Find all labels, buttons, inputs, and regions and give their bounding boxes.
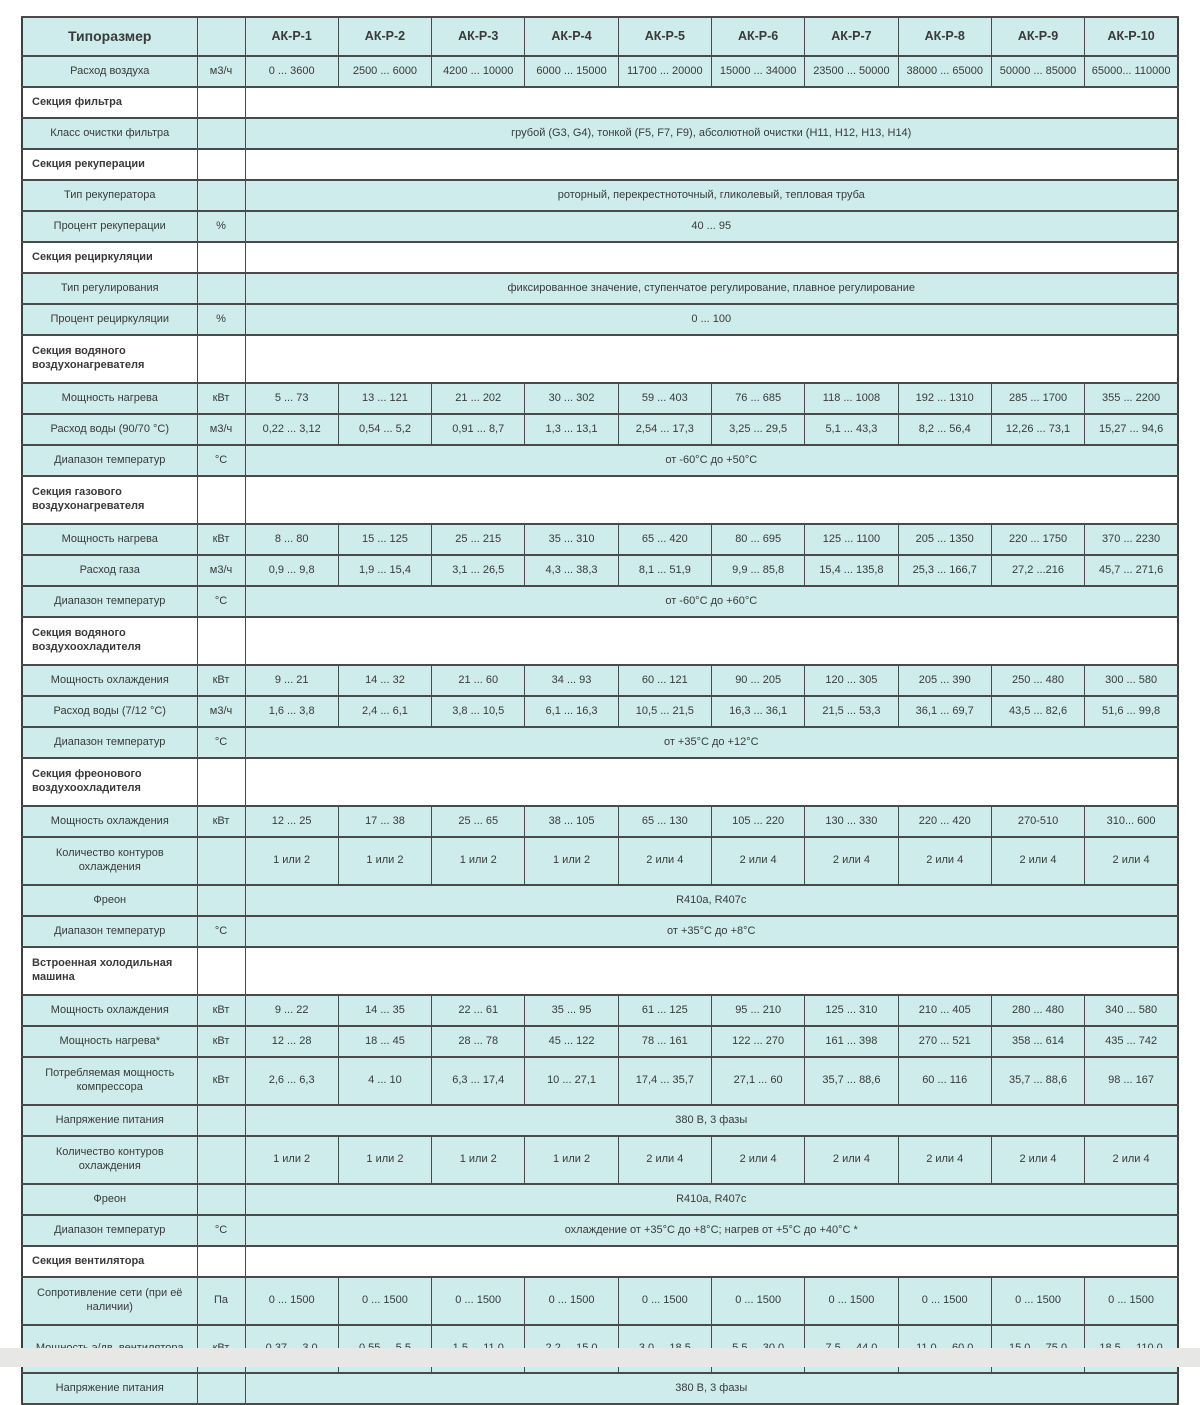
column-header: АК-Р-6: [711, 17, 804, 56]
row-label: Мощность нагрева: [22, 524, 197, 555]
value-cell: 10 ... 27,1: [525, 1057, 618, 1105]
unit-cell: кВт: [197, 383, 245, 414]
unit-cell: [197, 273, 245, 304]
value-cell: 21 ... 60: [432, 665, 525, 696]
unit-cell: м3/ч: [197, 56, 245, 87]
table-row: [22, 17, 1178, 56]
value-cell: 43,5 ... 82,6: [991, 696, 1084, 727]
value-cell: 120 ... 305: [805, 665, 898, 696]
value-cell: 2500 ... 6000: [338, 56, 431, 87]
value-cell: 161 ... 398: [805, 1026, 898, 1057]
value-cell: 45 ... 122: [525, 1026, 618, 1057]
section-label: Секция фреонового воздухоохладителя: [22, 758, 197, 806]
unit-cell: кВт: [197, 1026, 245, 1057]
value-cell: 27,1 ... 60: [711, 1057, 804, 1105]
table-row: [22, 696, 1178, 727]
value-cell: 15,4 ... 135,8: [805, 555, 898, 586]
value-cell: 14 ... 32: [338, 665, 431, 696]
value-cell: 35 ... 95: [525, 995, 618, 1026]
value-cell: 45,7 ... 271,6: [1085, 555, 1178, 586]
value-cell: 6000 ... 15000: [525, 56, 618, 87]
section-label: Секция газового воздухонагревателя: [22, 476, 197, 524]
unit-cell: [197, 476, 245, 524]
value-cell: 9 ... 21: [245, 665, 338, 696]
value-cell: 0 ... 1500: [338, 1277, 431, 1325]
row-label: Типоразмер: [22, 17, 197, 56]
table-row: [22, 555, 1178, 586]
section-spacer: [245, 617, 1178, 665]
value-cell: 2 или 4: [805, 1136, 898, 1184]
unit-cell: %: [197, 211, 245, 242]
section-label: Секция фильтра: [22, 87, 197, 118]
value-cell: 21 ... 202: [432, 383, 525, 414]
bottom-strip: [0, 1348, 1200, 1367]
unit-cell: м3/ч: [197, 696, 245, 727]
value-cell: 8,1 ... 51,9: [618, 555, 711, 586]
merged-value-cell: фиксированное значение, ступенчатое регулирование, плавное регулирование: [245, 273, 1178, 304]
value-cell: 6,3 ... 17,4: [432, 1057, 525, 1105]
value-cell: 370 ... 2230: [1085, 524, 1178, 555]
row-label: Расход воды (90/70 °С): [22, 414, 197, 445]
value-cell: 2 или 4: [898, 837, 991, 885]
section-label: Секция водяного воздухонагревателя: [22, 335, 197, 383]
section-row: [22, 335, 1178, 383]
row-label: Тип рекуператора: [22, 180, 197, 211]
value-cell: 5 ... 73: [245, 383, 338, 414]
table-row: [22, 118, 1178, 149]
value-cell: 4 ... 10: [338, 1057, 431, 1105]
value-cell: 358 ... 614: [991, 1026, 1084, 1057]
table-row: [22, 273, 1178, 304]
value-cell: 9,9 ... 85,8: [711, 555, 804, 586]
value-cell: 118 ... 1008: [805, 383, 898, 414]
value-cell: 60 ... 121: [618, 665, 711, 696]
value-cell: 122 ... 270: [711, 1026, 804, 1057]
value-cell: 36,1 ... 69,7: [898, 696, 991, 727]
unit-cell: м3/ч: [197, 555, 245, 586]
value-cell: 78 ... 161: [618, 1026, 711, 1057]
merged-value-cell: R410a, R407c: [245, 885, 1178, 916]
merged-value-cell: от +35°С до +12°С: [245, 727, 1178, 758]
row-label: Мощность охлаждения: [22, 995, 197, 1026]
merged-value-cell: от -60°С до +50°С: [245, 445, 1178, 476]
merged-value-cell: грубой (G3, G4), тонкой (F5, F7, F9), абсолютной очистки (H11, H12, H13, H14): [245, 118, 1178, 149]
section-label: Секция рекуперации: [22, 149, 197, 180]
row-label: Количество контуров охлаждения: [22, 837, 197, 885]
section-spacer: [245, 87, 1178, 118]
value-cell: 21,5 ... 53,3: [805, 696, 898, 727]
value-cell: 0,91 ... 8,7: [432, 414, 525, 445]
value-cell: 28 ... 78: [432, 1026, 525, 1057]
value-cell: 0 ... 1500: [991, 1277, 1084, 1325]
row-label: Процент рециркуляции: [22, 304, 197, 335]
merged-value-cell: 40 ... 95: [245, 211, 1178, 242]
value-cell: 6,1 ... 16,3: [525, 696, 618, 727]
merged-value-cell: R410a, R407c: [245, 1184, 1178, 1215]
value-cell: 5,1 ... 43,3: [805, 414, 898, 445]
unit-cell: Па: [197, 1277, 245, 1325]
row-label: Расход воды (7/12 °С): [22, 696, 197, 727]
column-header: АК-Р-4: [525, 17, 618, 56]
value-cell: 12 ... 25: [245, 806, 338, 837]
table-row: [22, 1184, 1178, 1215]
value-cell: 0,54 ... 5,2: [338, 414, 431, 445]
unit-cell: [197, 149, 245, 180]
unit-cell: °С: [197, 727, 245, 758]
value-cell: 3,1 ... 26,5: [432, 555, 525, 586]
section-row: [22, 87, 1178, 118]
value-cell: 15,27 ... 94,6: [1085, 414, 1178, 445]
table-row: [22, 885, 1178, 916]
value-cell: 0 ... 1500: [525, 1277, 618, 1325]
value-cell: 2 или 4: [1085, 1136, 1178, 1184]
value-cell: 2 или 4: [898, 1136, 991, 1184]
unit-cell: °С: [197, 1215, 245, 1246]
value-cell: 18 ... 45: [338, 1026, 431, 1057]
value-cell: 4,3 ... 38,3: [525, 555, 618, 586]
value-cell: 17 ... 38: [338, 806, 431, 837]
value-cell: 125 ... 1100: [805, 524, 898, 555]
value-cell: 435 ... 742: [1085, 1026, 1178, 1057]
section-spacer: [245, 947, 1178, 995]
table-row: [22, 995, 1178, 1026]
value-cell: 0 ... 1500: [1085, 1277, 1178, 1325]
merged-value-cell: 380 В, 3 фазы: [245, 1373, 1178, 1404]
table-row: [22, 665, 1178, 696]
value-cell: 30 ... 302: [525, 383, 618, 414]
table-row: [22, 586, 1178, 617]
row-label: Потребляемая мощность компрессора: [22, 1057, 197, 1105]
unit-cell: [197, 242, 245, 273]
row-label: Мощность охлаждения: [22, 806, 197, 837]
value-cell: 1 или 2: [432, 837, 525, 885]
column-header: АК-Р-8: [898, 17, 991, 56]
column-header: АК-Р-10: [1085, 17, 1178, 56]
value-cell: 35,7 ... 88,6: [805, 1057, 898, 1105]
value-cell: 22 ... 61: [432, 995, 525, 1026]
table-row: [22, 837, 1178, 885]
value-cell: 76 ... 685: [711, 383, 804, 414]
row-label: Диапазон температур: [22, 727, 197, 758]
value-cell: 35,7 ... 88,6: [991, 1057, 1084, 1105]
value-cell: 25,3 ... 166,7: [898, 555, 991, 586]
unit-cell: [197, 1184, 245, 1215]
row-label: Напряжение питания: [22, 1105, 197, 1136]
table-row: [22, 414, 1178, 445]
column-header: АК-Р-3: [432, 17, 525, 56]
value-cell: 355 ... 2200: [1085, 383, 1178, 414]
section-spacer: [245, 758, 1178, 806]
value-cell: 2 или 4: [805, 837, 898, 885]
row-label: Процент рекуперации: [22, 211, 197, 242]
value-cell: 192 ... 1310: [898, 383, 991, 414]
row-label: Фреон: [22, 1184, 197, 1215]
value-cell: 60 ... 116: [898, 1057, 991, 1105]
value-cell: 12 ... 28: [245, 1026, 338, 1057]
unit-cell: кВт: [197, 806, 245, 837]
unit-cell: кВт: [197, 1057, 245, 1105]
section-label: Встроенная холодильная машина: [22, 947, 197, 995]
value-cell: 0 ... 1500: [898, 1277, 991, 1325]
value-cell: 2 или 4: [618, 1136, 711, 1184]
row-label: Класс очистки фильтра: [22, 118, 197, 149]
table-row: [22, 445, 1178, 476]
value-cell: 1,3 ... 13,1: [525, 414, 618, 445]
value-cell: 105 ... 220: [711, 806, 804, 837]
value-cell: 59 ... 403: [618, 383, 711, 414]
table-row: [22, 304, 1178, 335]
row-label: Количество контуров охлаждения: [22, 1136, 197, 1184]
table-row: [22, 211, 1178, 242]
value-cell: 220 ... 1750: [991, 524, 1084, 555]
table-row: [22, 1373, 1178, 1404]
value-cell: 50000 ... 85000: [991, 56, 1084, 87]
unit-cell: [197, 118, 245, 149]
merged-value-cell: роторный, перекрестноточный, гликолевый, тепловая труба: [245, 180, 1178, 211]
value-cell: 300 ... 580: [1085, 665, 1178, 696]
value-cell: 0 ... 3600: [245, 56, 338, 87]
value-cell: 34 ... 93: [525, 665, 618, 696]
table-row: [22, 727, 1178, 758]
value-cell: 8 ... 80: [245, 524, 338, 555]
unit-cell: °С: [197, 445, 245, 476]
value-cell: 2,4 ... 6,1: [338, 696, 431, 727]
unit-cell: [197, 87, 245, 118]
column-header: АК-Р-1: [245, 17, 338, 56]
value-cell: 0 ... 1500: [618, 1277, 711, 1325]
value-cell: 25 ... 215: [432, 524, 525, 555]
value-cell: 17,4 ... 35,7: [618, 1057, 711, 1105]
value-cell: 38 ... 105: [525, 806, 618, 837]
unit-cell: [197, 1373, 245, 1404]
row-label: Тип регулирования: [22, 273, 197, 304]
row-label: Диапазон температур: [22, 445, 197, 476]
table-row: [22, 524, 1178, 555]
value-cell: 270 ... 521: [898, 1026, 991, 1057]
table-row: [22, 1277, 1178, 1325]
row-label: Расход воздуха: [22, 56, 197, 87]
merged-value-cell: от -60°С до +60°С: [245, 586, 1178, 617]
section-label: Секция рециркуляции: [22, 242, 197, 273]
unit-cell: [197, 17, 245, 56]
value-cell: 27,2 ...216: [991, 555, 1084, 586]
unit-cell: кВт: [197, 524, 245, 555]
value-cell: 4200 ... 10000: [432, 56, 525, 87]
table-row: [22, 1105, 1178, 1136]
value-cell: 205 ... 390: [898, 665, 991, 696]
section-row: [22, 947, 1178, 995]
value-cell: 16,3 ... 36,1: [711, 696, 804, 727]
merged-value-cell: 380 В, 3 фазы: [245, 1105, 1178, 1136]
unit-cell: [197, 1246, 245, 1277]
value-cell: 2,54 ... 17,3: [618, 414, 711, 445]
unit-cell: [197, 837, 245, 885]
section-row: [22, 758, 1178, 806]
section-row: [22, 1246, 1178, 1277]
value-cell: 9 ... 22: [245, 995, 338, 1026]
unit-cell: кВт: [197, 665, 245, 696]
value-cell: 10,5 ... 21,5: [618, 696, 711, 727]
unit-cell: [197, 617, 245, 665]
row-label: Диапазон температур: [22, 1215, 197, 1246]
unit-cell: %: [197, 304, 245, 335]
merged-value-cell: 0 ... 100: [245, 304, 1178, 335]
section-label: Секция вентилятора: [22, 1246, 197, 1277]
value-cell: 125 ... 310: [805, 995, 898, 1026]
value-cell: 2,6 ... 6,3: [245, 1057, 338, 1105]
unit-cell: °С: [197, 916, 245, 947]
value-cell: 1 или 2: [525, 837, 618, 885]
row-label: Мощность нагрева*: [22, 1026, 197, 1057]
value-cell: 25 ... 65: [432, 806, 525, 837]
value-cell: 12,26 ... 73,1: [991, 414, 1084, 445]
value-cell: 270-510: [991, 806, 1084, 837]
value-cell: 95 ... 210: [711, 995, 804, 1026]
merged-value-cell: охлаждение от +35°С до +8°С; нагрев от +5°С до +40°С *: [245, 1215, 1178, 1246]
row-label: Мощность нагрева: [22, 383, 197, 414]
table-row: [22, 383, 1178, 414]
value-cell: 61 ... 125: [618, 995, 711, 1026]
value-cell: 0 ... 1500: [711, 1277, 804, 1325]
value-cell: 130 ... 330: [805, 806, 898, 837]
value-cell: 1 или 2: [338, 1136, 431, 1184]
row-label: Расход газа: [22, 555, 197, 586]
section-spacer: [245, 476, 1178, 524]
value-cell: 3,25 ... 29,5: [711, 414, 804, 445]
column-header: АК-Р-7: [805, 17, 898, 56]
value-cell: 2 или 4: [991, 1136, 1084, 1184]
value-cell: 65000... 110000: [1085, 56, 1178, 87]
value-cell: 80 ... 695: [711, 524, 804, 555]
table-row: [22, 1215, 1178, 1246]
value-cell: 2 или 4: [1085, 837, 1178, 885]
value-cell: 0,9 ... 9,8: [245, 555, 338, 586]
value-cell: 2 или 4: [991, 837, 1084, 885]
value-cell: 0 ... 1500: [245, 1277, 338, 1325]
value-cell: 1 или 2: [525, 1136, 618, 1184]
row-label: Фреон: [22, 885, 197, 916]
value-cell: 11700 ... 20000: [618, 56, 711, 87]
value-cell: 1 или 2: [338, 837, 431, 885]
value-cell: 280 ... 480: [991, 995, 1084, 1026]
value-cell: 250 ... 480: [991, 665, 1084, 696]
value-cell: 15 ... 125: [338, 524, 431, 555]
column-header: АК-Р-2: [338, 17, 431, 56]
table-row: [22, 180, 1178, 211]
value-cell: 2 или 4: [711, 837, 804, 885]
value-cell: 210 ... 405: [898, 995, 991, 1026]
value-cell: 310... 600: [1085, 806, 1178, 837]
value-cell: 65 ... 420: [618, 524, 711, 555]
value-cell: 2 или 4: [618, 837, 711, 885]
row-label: Диапазон температур: [22, 916, 197, 947]
unit-cell: [197, 180, 245, 211]
unit-cell: [197, 947, 245, 995]
unit-cell: [197, 1136, 245, 1184]
value-cell: 65 ... 130: [618, 806, 711, 837]
table-row: [22, 1136, 1178, 1184]
value-cell: 1,9 ... 15,4: [338, 555, 431, 586]
column-header: АК-Р-5: [618, 17, 711, 56]
value-cell: 15000 ... 34000: [711, 56, 804, 87]
table-row: [22, 806, 1178, 837]
row-label: Сопротивление сети (при её наличии): [22, 1277, 197, 1325]
value-cell: 285 ... 1700: [991, 383, 1084, 414]
value-cell: 1 или 2: [245, 837, 338, 885]
unit-cell: м3/ч: [197, 414, 245, 445]
value-cell: 0,22 ... 3,12: [245, 414, 338, 445]
unit-cell: кВт: [197, 995, 245, 1026]
spec-table: [21, 16, 1179, 1405]
unit-cell: [197, 758, 245, 806]
value-cell: 98 ... 167: [1085, 1057, 1178, 1105]
value-cell: 51,6 ... 99,8: [1085, 696, 1178, 727]
section-spacer: [245, 149, 1178, 180]
section-row: [22, 149, 1178, 180]
section-row: [22, 242, 1178, 273]
value-cell: 13 ... 121: [338, 383, 431, 414]
value-cell: 0 ... 1500: [432, 1277, 525, 1325]
section-spacer: [245, 242, 1178, 273]
row-label: Диапазон температур: [22, 586, 197, 617]
value-cell: 2 или 4: [711, 1136, 804, 1184]
value-cell: 14 ... 35: [338, 995, 431, 1026]
row-label: Мощность охлаждения: [22, 665, 197, 696]
value-cell: 1 или 2: [245, 1136, 338, 1184]
value-cell: 3,8 ... 10,5: [432, 696, 525, 727]
section-label: Секция водяного воздухоохладителя: [22, 617, 197, 665]
table-row: [22, 916, 1178, 947]
unit-cell: [197, 885, 245, 916]
value-cell: 23500 ... 50000: [805, 56, 898, 87]
value-cell: 8,2 ... 56,4: [898, 414, 991, 445]
value-cell: 1 или 2: [432, 1136, 525, 1184]
merged-value-cell: от +35°С до +8°С: [245, 916, 1178, 947]
value-cell: 340 ... 580: [1085, 995, 1178, 1026]
table-row: [22, 1057, 1178, 1105]
section-spacer: [245, 1246, 1178, 1277]
value-cell: 38000 ... 65000: [898, 56, 991, 87]
value-cell: 220 ... 420: [898, 806, 991, 837]
value-cell: 1,6 ... 3,8: [245, 696, 338, 727]
value-cell: 35 ... 310: [525, 524, 618, 555]
value-cell: 90 ... 205: [711, 665, 804, 696]
table-row: [22, 56, 1178, 87]
column-header: АК-Р-9: [991, 17, 1084, 56]
unit-cell: °С: [197, 586, 245, 617]
unit-cell: [197, 335, 245, 383]
value-cell: 0 ... 1500: [805, 1277, 898, 1325]
row-label: Напряжение питания: [22, 1373, 197, 1404]
table-row: [22, 1026, 1178, 1057]
section-row: [22, 617, 1178, 665]
value-cell: 205 ... 1350: [898, 524, 991, 555]
section-spacer: [245, 335, 1178, 383]
section-row: [22, 476, 1178, 524]
unit-cell: [197, 1105, 245, 1136]
